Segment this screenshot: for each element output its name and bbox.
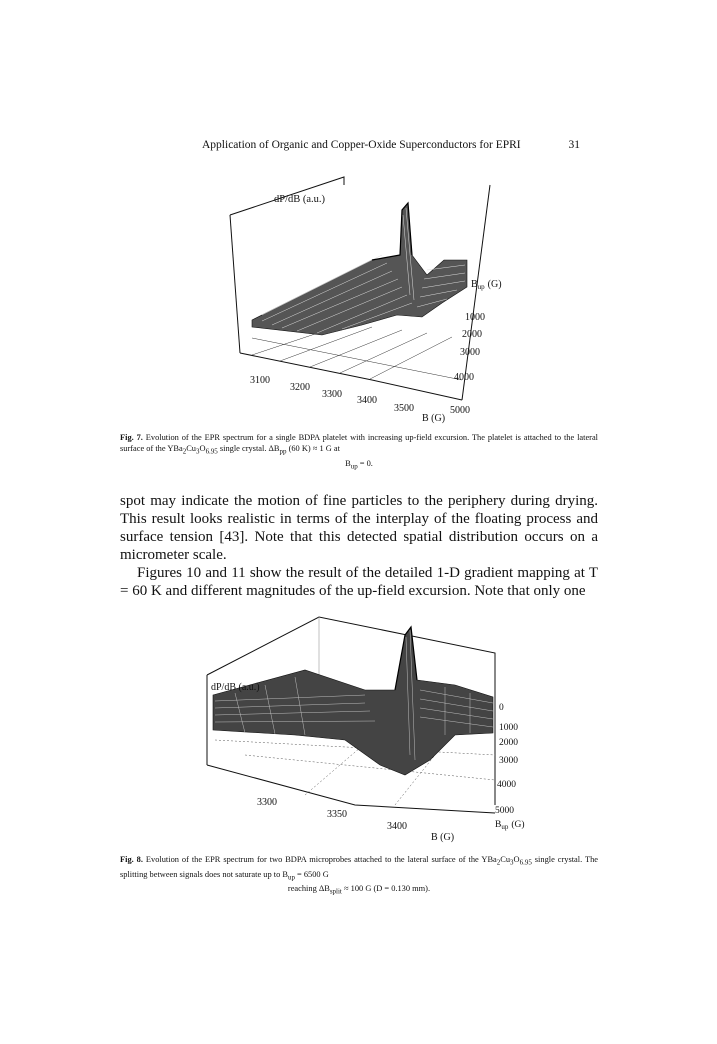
right-tick: 2000	[462, 329, 482, 340]
right-tick: 3000	[499, 756, 518, 766]
bottom-tick: 3400	[387, 821, 407, 832]
bottom-tick: 3350	[327, 809, 347, 820]
right-tick: 3000	[460, 347, 480, 358]
paragraph: spot may indicate the motion of fine particles to the periphery during drying. This result looks realistic in terms of the interplay of the floating process and surface tension [43]. Note that this detected spatial distribution occurs on a micrometer scale.	[120, 493, 598, 563]
right-tick: 4000	[454, 372, 474, 383]
right-tick: 5000	[495, 806, 514, 816]
bottom-axis	[250, 375, 445, 424]
figure-7	[222, 175, 502, 425]
z-axis-label: dP/dB (a.u.)	[274, 194, 326, 205]
figure-8-caption: Fig. 8. Evolution of the EPR spectrum for two BDPA microprobes attached to the lateral surface of the $YBa_2Cu_3O_{6.95}$ single crystal. The splitting between signals does not saturate up to $B_{up} = 6500$ G reaching $\Delta B_{split} \approx 100$ G (D = 0.130 mm).	[120, 855, 598, 897]
bottom-axis	[257, 797, 454, 843]
caption-label: Fig. 8.	[120, 855, 143, 864]
body-text	[120, 492, 598, 600]
figure-8-plot	[205, 615, 525, 845]
bottom-tick: 3200	[290, 382, 310, 393]
right-tick: 0	[499, 703, 504, 713]
bottom-axis-label: B (G)	[422, 413, 446, 424]
front-edge	[207, 765, 495, 813]
running-title: Application of Organic and Copper-Oxide Superconductors for EPRI	[202, 139, 521, 151]
right-tick: 5000	[450, 405, 470, 416]
bottom-tick: 3500	[394, 403, 414, 414]
right-axis-line	[462, 185, 490, 400]
bottom-axis-label: B (G)	[431, 832, 455, 843]
paragraph: Figures 10 and 11 show the result of the detailed 1-D gradient mapping at T = 60 K and different magnitudes of the up-field excursion. Note that only one	[120, 565, 598, 599]
page-number: 31	[568, 139, 580, 151]
bottom-tick: 3300	[322, 389, 342, 400]
right-axis	[450, 279, 502, 416]
front-edge	[240, 353, 462, 400]
caption-label: Fig. 7.	[120, 433, 143, 442]
figure-7-caption: Fig. 7. Evolution of the EPR spectrum for a single BDPA platelet with increasing up-field excursion. The platelet is attached to the lateral surface of the $YBa_2Cu_3O_{6.95}$ single crystal. $\Delta B_{pp}$ (60 K) ≈ 1 G at $B_{up} = 0$.	[120, 433, 598, 471]
z-axis-label: dP/dB (a.u.)	[211, 682, 260, 693]
right-tick: 2000	[499, 738, 518, 748]
bottom-tick: 3300	[257, 797, 277, 808]
figure-7-plot	[222, 175, 502, 425]
right-axis-label: $B_{up}$ (G)	[471, 279, 502, 291]
bottom-tick: 3100	[250, 375, 270, 386]
surface-mesh	[252, 203, 467, 335]
right-tick: 1000	[465, 312, 485, 323]
right-tick: 1000	[499, 723, 518, 733]
bottom-tick: 3400	[357, 395, 377, 406]
right-axis	[495, 703, 525, 831]
right-axis-label: $B_{up}$ (G)	[495, 820, 525, 831]
back-panel-left	[230, 215, 240, 353]
figure-8	[205, 615, 525, 845]
floor-grid	[252, 325, 462, 380]
right-tick: 4000	[497, 780, 516, 790]
